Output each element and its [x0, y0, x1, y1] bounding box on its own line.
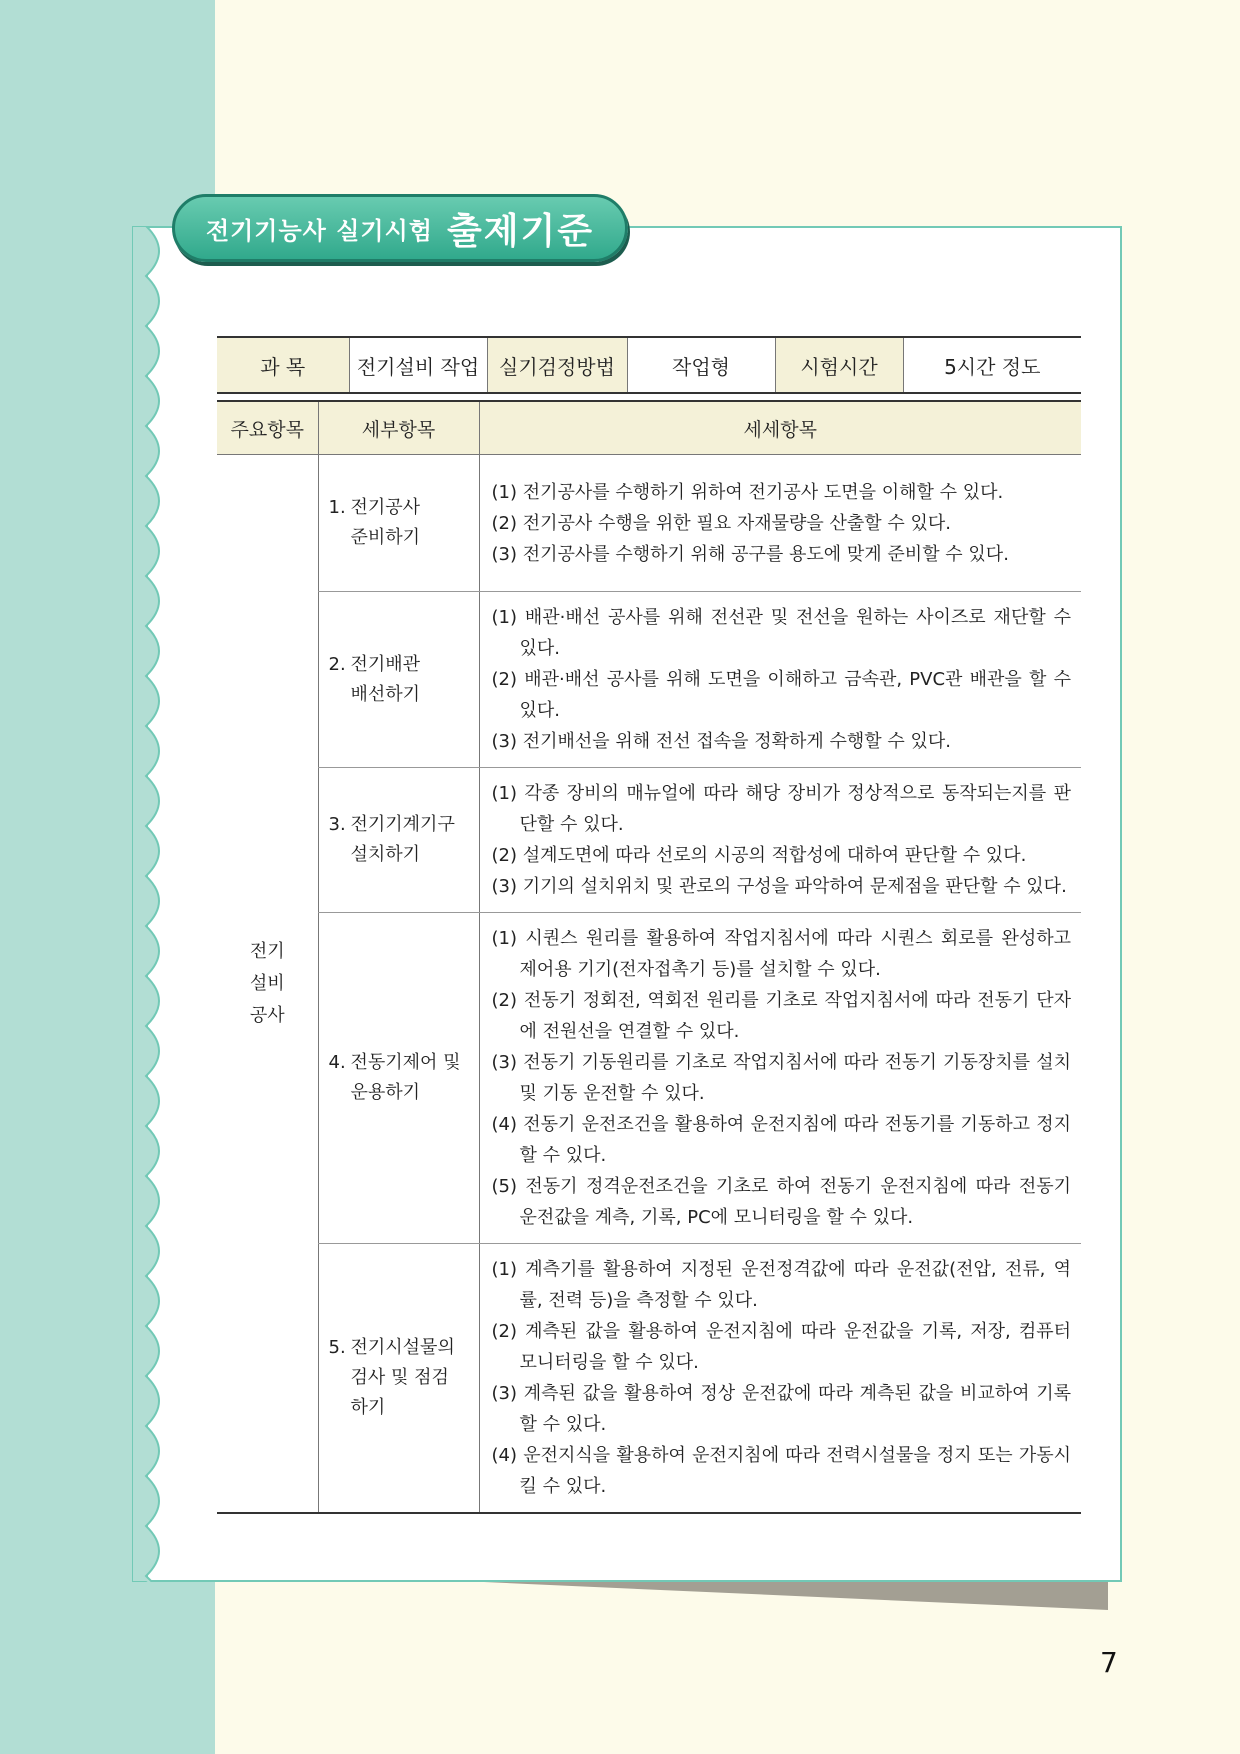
detail-item: (2) 전동기 정회전, 역회전 원리를 기초로 작업지침서에 따라 전동기 단자에 전원선을 연결할 수 있다. [491, 990, 1071, 1042]
detail-item: (3) 전동기 기동원리를 기초로 작업지침서에 따라 전동기 기동장치를 설치 및 기동 운전할 수 있다. [491, 1052, 1071, 1104]
detail-items [479, 455, 1081, 592]
detail-item: (1) 각종 장비의 매뉴얼에 따라 해당 장비가 정상적으로 동작되는지를 판단할 수 있다. [491, 783, 1071, 835]
sub-item-label: 배선하기 [350, 683, 421, 705]
detail-item: (2) 전기공사 수행을 위한 필요 자재물량을 산출할 수 있다. [491, 512, 952, 534]
title-main: 전기기능사 실기시험 [205, 216, 433, 245]
detail-items [479, 1244, 1081, 1514]
sub-item-number: 2. [328, 653, 346, 675]
detail-items [479, 592, 1081, 768]
detail-item: (3) 기기의 설치위치 및 관로의 구성을 파악하여 문제점을 판단할 수 있다. [491, 876, 1067, 897]
time-value: 5시간 정도 [903, 337, 1081, 393]
sub-item [318, 592, 479, 768]
sub-item-number: 3. [328, 814, 346, 835]
detail-items [479, 913, 1081, 1244]
table-row [217, 1244, 1081, 1514]
header-detail: 세세항목 [479, 401, 1081, 455]
detail-item: (1) 계측기를 활용하여 지정된 운전정격값에 따라 운전값(전압, 전류, 역률, 전력 등)을 측정할 수 있다. [491, 1259, 1071, 1311]
detail-item: (5) 전동기 정격운전조건을 기초로 하여 전동기 운전지침에 따라 전동기 운전값을 계측, 기록, PC에 모니터링을 할 수 있다. [491, 1176, 1071, 1228]
time-label: 시험시간 [775, 337, 903, 393]
sub-item-label: 전기배관 [350, 653, 421, 675]
detail-item: (4) 전동기 운전조건을 활용하여 운전지침에 따라 전동기를 기동하고 정지할 수 있다. [491, 1114, 1071, 1166]
sub-item [318, 913, 479, 1244]
detail-item: (2) 설계도면에 따라 선로의 시공의 적합성에 대하여 판단할 수 있다. [491, 845, 1027, 866]
subject-label: 과 목 [217, 337, 349, 393]
detail-item: (4) 운전지식을 활용하여 운전지침에 따라 전력시설물을 정지 또는 가동시킬 수 있다. [491, 1445, 1071, 1497]
sub-item-number: 1. [328, 497, 346, 518]
sub-item-number: 4. [328, 1052, 346, 1073]
detail-item: (2) 계측된 값을 활용하여 운전지침에 따라 운전값을 기록, 저장, 컴퓨터 모니터링을 할 수 있다. [491, 1321, 1071, 1373]
scalloped-edge [132, 226, 172, 1582]
title-strong: 출제기준 [446, 210, 595, 252]
table-row [217, 768, 1081, 913]
sub-item-label: 전기시설물의 [350, 1337, 455, 1358]
major-item [217, 455, 318, 1514]
sub-item [318, 455, 479, 592]
major-line: 설비 [249, 972, 285, 994]
criteria-table [217, 400, 1081, 1514]
subject-value: 전기설비 작업 [349, 337, 487, 393]
header-sub: 세부항목 [318, 401, 479, 455]
sub-item-label: 전기기계기구 [350, 814, 455, 835]
method-label: 실기검정방법 [487, 337, 627, 393]
detail-item: (1) 전기공사를 수행하기 위하여 전기공사 도면을 이해할 수 있다. [491, 481, 1004, 503]
sub-item-number: 5. [328, 1337, 346, 1358]
sub-item-label: 전동기제어 및 [350, 1052, 461, 1073]
detail-items [479, 768, 1081, 913]
table-row [217, 455, 1081, 592]
method-value: 작업형 [627, 337, 775, 393]
exam-info-table [217, 336, 1081, 394]
title-banner [172, 194, 628, 262]
detail-item: (1) 배관·배선 공사를 위해 전선관 및 전선을 원하는 사이즈로 재단할 수 있다. [491, 607, 1071, 659]
page-number: 7 [1100, 1646, 1118, 1679]
table-row [217, 913, 1081, 1244]
sub-item-label: 운용하기 [350, 1082, 421, 1103]
detail-item: (3) 전기공사를 수행하기 위해 공구를 용도에 맞게 준비할 수 있다. [491, 543, 1009, 565]
table-row [217, 592, 1081, 768]
sub-item-label: 준비하기 [350, 527, 421, 548]
detail-item: (1) 시퀀스 원리를 활용하여 작업지침서에 따라 시퀀스 회로를 완성하고 제어용 기기(전자접촉기 등)를 설치할 수 있다. [491, 928, 1071, 980]
detail-item: (3) 전기배선을 위해 전선 접속을 정확하게 수행할 수 있다. [491, 731, 952, 752]
detail-item: (2) 배관·배선 공사를 위해 도면을 이해하고 금속관, PVC관 배관을 할 수 있다. [491, 669, 1071, 721]
sub-item-label: 설치하기 [350, 844, 421, 865]
sub-item [318, 768, 479, 913]
sub-item [318, 1244, 479, 1514]
sub-item-label: 하기 [350, 1397, 386, 1418]
major-line: 공사 [249, 1004, 285, 1026]
detail-item: (3) 계측된 값을 활용하여 정상 운전값에 따라 계측된 값을 비교하여 기록할 수 있다. [491, 1383, 1071, 1435]
sub-item-label: 전기공사 [350, 497, 421, 518]
header-major: 주요항목 [217, 401, 318, 455]
sub-item-label: 검사 및 점검 [350, 1367, 449, 1388]
major-line: 전기 [249, 940, 285, 962]
